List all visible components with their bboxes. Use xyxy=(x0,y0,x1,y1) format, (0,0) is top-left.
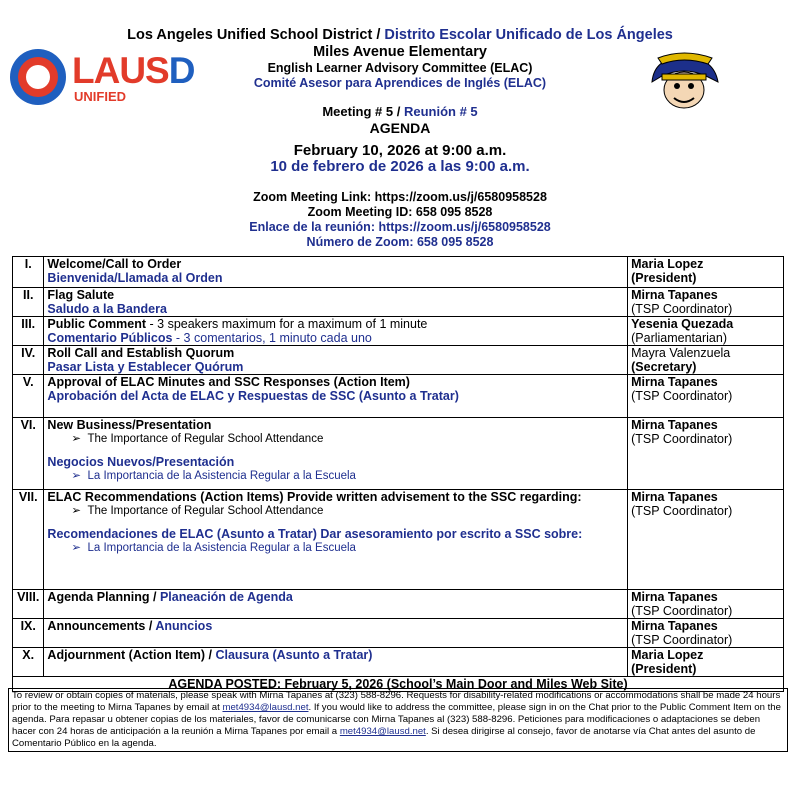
item-title-es: Anuncios xyxy=(155,619,213,633)
footer-notice xyxy=(8,688,788,752)
item-title-en: Adjournment (Action Item) xyxy=(47,648,206,662)
item-title-en: Announcements xyxy=(47,619,146,633)
school-name: Miles Avenue Elementary xyxy=(313,44,487,60)
item-number: IX. xyxy=(13,619,44,648)
footer-text: To review or obtain copies of materials, please speak with Mirna Tapanes at (323) 588-8296. Requests for disability-related modifications or accommodations shall be made 24 hours prior to the meeting to Mirna Tapanes by email at xyxy=(12,690,781,713)
agenda-row xyxy=(13,257,784,288)
presenter-role: (Secretary) xyxy=(631,360,697,374)
presenter-name: Mirna Tapanes xyxy=(631,619,718,633)
zoom-id-es: Número de Zoom: 658 095 8528 xyxy=(306,235,494,249)
item-title-en: New Business/Presentation xyxy=(47,418,212,432)
presenter-name: Mirna Tapanes xyxy=(631,490,718,504)
meeting-number-en: Meeting # 5 xyxy=(322,104,394,119)
agenda-posted: AGENDA POSTED: February 5, 2026 (School’s Main Door and Miles Web Site) xyxy=(13,677,784,692)
item-number: IV. xyxy=(13,346,44,375)
agenda-table xyxy=(12,256,784,692)
item-title-en: Welcome/Call to Order xyxy=(47,257,182,271)
item-number: X. xyxy=(13,648,44,677)
agenda-row xyxy=(13,288,784,317)
meeting-date-en: February 10, 2026 at 9:00 a.m. xyxy=(293,142,507,159)
item-title-es: Saludo a la Bandera xyxy=(47,302,167,316)
presenter-role: (TSP Coordinator) xyxy=(631,389,733,403)
presenter-name: Yesenia Quezada xyxy=(631,317,734,331)
agenda-row xyxy=(13,375,784,418)
presenter-name: Mirna Tapanes xyxy=(631,375,718,389)
agenda-row: X. Adjournment (Action Item) / Clausura (Asunto a Tratar) Maria Lopez (President) xyxy=(13,648,784,677)
item-bullet-en: ➢ The Importance of Regular School Attendance xyxy=(71,433,324,445)
arrow-bullet-icon: ➢ xyxy=(71,470,88,482)
agenda-title: AGENDA xyxy=(369,120,431,136)
district-name-es: Distrito Escolar Unificado de Los Ángeles xyxy=(384,27,673,43)
lausd-seal-icon xyxy=(10,49,66,105)
footer-text: . Si desea dirigirse al consejo, favor de anotarse vía Chat antes del asunto de Comentario Público en la agenda. xyxy=(12,726,756,749)
item-number: VI. xyxy=(13,418,44,490)
item-title-es: Comentario Públicos xyxy=(47,331,173,345)
presenter-name: Maria Lopez xyxy=(631,257,704,271)
footer-text: . If you would like to address the committee, please sign in on the Chat prior to the Public Comment Item on the agenda. Para repasar u obtener copias de los materiales, favor de comunicarse con Mirna Tapanes al (323) 588-8296. Peticiones para modificaciones o adaptaciones se deben hacer con 24 horas de anticipación a la reunión a Mirna Tapanes por email a xyxy=(12,702,781,737)
meeting-number xyxy=(0,104,800,119)
item-title-es: Recomendaciones de ELAC (Asunto a Tratar) Dar asesoramiento por escrito a SSC sobre: xyxy=(47,527,583,541)
item-bullet-es: ➢ La Importancia de la Asistencia Regular a la Escuela xyxy=(71,542,356,554)
presenter-role: (TSP Coordinator) xyxy=(631,302,733,316)
logo-wordmark: LAUSD xyxy=(72,50,195,91)
agenda-row: VIII. Agenda Planning / Planeación de Agenda Mirna Tapanes (TSP Coordinator) xyxy=(13,590,784,619)
meeting-number-es: Reunión # 5 xyxy=(403,104,478,119)
item-title-es: Negocios Nuevos/Presentación xyxy=(47,455,235,469)
email-link[interactable]: met4934@lausd.net xyxy=(339,726,426,737)
item-title-en: Roll Call and Establish Quorum xyxy=(47,346,235,360)
item-title-en: Public Comment xyxy=(47,317,147,331)
item-number: VIII. xyxy=(13,590,44,619)
item-title-es: Pasar Lista y Establecer Quórum xyxy=(47,360,244,374)
district-name-en: Los Angeles Unified School District xyxy=(127,27,373,43)
presenter-role: (TSP Coordinator) xyxy=(631,604,733,618)
item-title-en: Agenda Planning xyxy=(47,590,150,604)
item-bullet-es: ➢ La Importancia de la Asistencia Regular a la Escuela xyxy=(71,470,356,482)
presenter-role: (TSP Coordinator) xyxy=(631,504,733,518)
zoom-link-es[interactable]: Enlace de la reunión: https://zoom.us/j/6580958528 xyxy=(249,220,551,234)
presenter-name: Mayra Valenzuela xyxy=(631,346,731,360)
committee-name-es: Comité Asesor para Aprendices de Inglés (ELAC) xyxy=(253,76,547,90)
item-title-en: Approval of ELAC Minutes and SSC Responses (Action Item) xyxy=(47,375,410,389)
agenda-row xyxy=(13,317,784,346)
presenter-role: (Parliamentarian) xyxy=(631,331,727,345)
agenda-row: IX. Announcements / Anuncios Mirna Tapanes (TSP Coordinator) xyxy=(13,619,784,648)
item-number: II. xyxy=(13,288,44,317)
item-title-es: Bienvenida/Llamada al Orden xyxy=(47,271,223,285)
meeting-date-es: 10 de febrero de 2026 a las 9:00 a.m. xyxy=(270,158,530,175)
arrow-bullet-icon: ➢ xyxy=(71,433,88,445)
logo-subtitle: UNIFIED xyxy=(74,89,126,104)
presenter-role: (President) xyxy=(631,271,697,285)
committee-name-en: English Learner Advisory Committee (ELAC) xyxy=(267,61,533,75)
presenter-role: (TSP Coordinator) xyxy=(631,432,733,446)
presenter-name: Maria Lopez xyxy=(631,648,704,662)
item-title-es: Planeación de Agenda xyxy=(159,590,293,604)
item-number: VII. xyxy=(13,490,44,590)
district-title xyxy=(0,27,800,43)
item-number: V. xyxy=(13,375,44,418)
presenter-role: (TSP Coordinator) xyxy=(631,633,733,647)
presenter-name: Mirna Tapanes xyxy=(631,288,718,302)
presenter-name: Mirna Tapanes xyxy=(631,590,718,604)
presenter-name: Mirna Tapanes xyxy=(631,418,718,432)
item-number: I. xyxy=(13,257,44,288)
agenda-row xyxy=(13,418,784,490)
lausd-logo xyxy=(8,47,213,107)
item-note-es: - 3 comentarios, 1 minuto cada uno xyxy=(172,331,372,345)
presenter-role: (President) xyxy=(631,662,697,676)
meeting-separator: / xyxy=(393,104,404,119)
agenda-row xyxy=(13,346,784,375)
item-title-en: ELAC Recommendations (Action Items) Provide written advisement to the SSC regarding: xyxy=(47,490,582,504)
item-title-en: Flag Salute xyxy=(47,288,115,302)
item-note-en: - 3 speakers maximum for a maximum of 1 minute xyxy=(146,317,428,331)
zoom-link-en[interactable]: Zoom Meeting Link: https://zoom.us/j/6580958528 xyxy=(253,190,547,204)
email-link[interactable]: met4934@lausd.net xyxy=(222,702,309,713)
zoom-id-en: Zoom Meeting ID: 658 095 8528 xyxy=(307,205,493,219)
item-title-es: Clausura (Asunto a Tratar) xyxy=(215,648,373,662)
arrow-bullet-icon: ➢ xyxy=(71,505,88,517)
item-title-es: Aprobación del Acta de ELAC y Respuestas de SSC (Asunto a Tratar) xyxy=(47,389,459,403)
item-number: III. xyxy=(13,317,44,346)
district-separator: / xyxy=(372,27,385,43)
item-bullet-en: ➢ The Importance of Regular School Attendance xyxy=(71,505,324,517)
arrow-bullet-icon: ➢ xyxy=(71,542,88,554)
agenda-row xyxy=(13,490,784,590)
